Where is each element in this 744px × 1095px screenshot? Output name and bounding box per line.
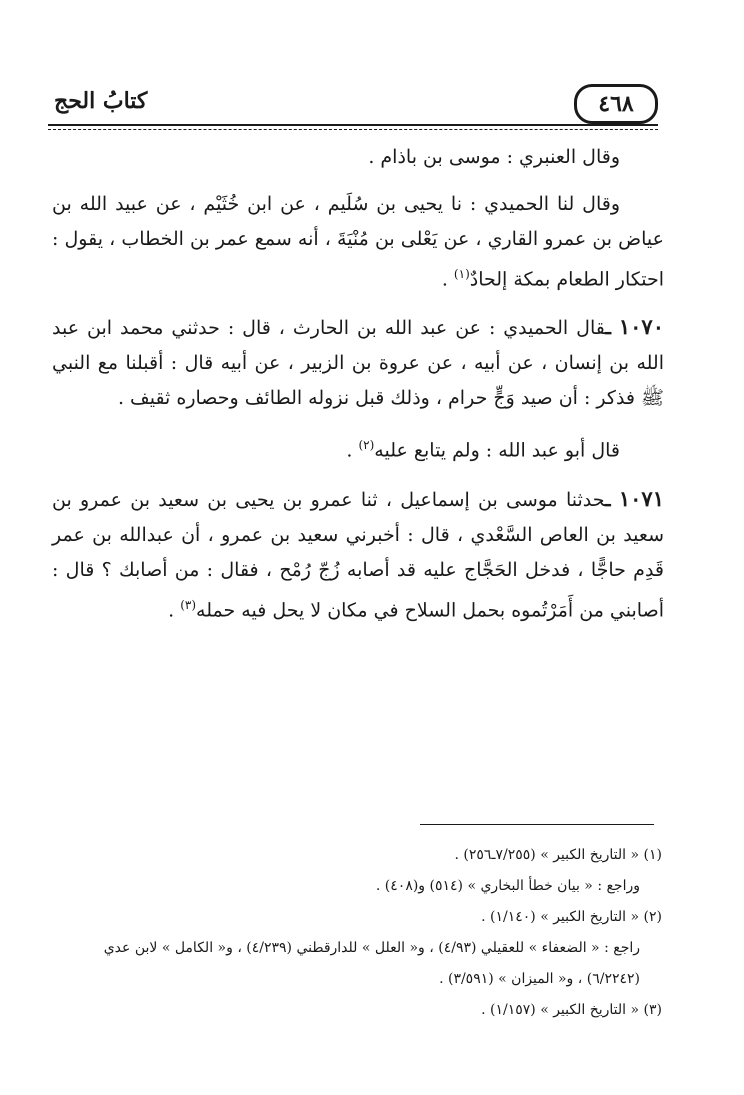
paragraph — [52, 187, 664, 297]
paragraph-text: وقال العنبري : موسى بن باذام . — [368, 146, 620, 168]
paragraph-text: قال الحميدي : عن عبد الله بن الحارث ، قال : حدثني محمد ابن عبد الله بن إنسان ، عن أبيه ، عن عروة بن الزبير ، عن أبيه قال : أقبلنا مع النبي ﷺ فذكر : أن صيد وَجٍّ حرام ، وذلك قبل نزوله الطائف وحصاره ثقيف . — [52, 317, 664, 410]
hadith-number: ١٠٧٠ — [618, 314, 664, 340]
paragraph-text: وقال لنا الحميدي : نا يحيى بن سُلَيم ، عن ابن خُثَيْم ، عن عبيد الله بن عياض بن عمرو القاري ، عن يَعْلى بن مُنْيَةَ ، أنه سمع عمر بن الخطاب ، يقول : احتكار الطعام بمكة إلحادٌ — [52, 193, 664, 291]
hadith-paragraph: ١٠٧٠ ـقال الحميدي : عن عبد الله بن الحارث ، قال : حدثني محمد ابن عبد الله بن إنسان ، عن أبيه ، عن عروة بن الزبير ، عن أبيه قال : أقبلنا مع النبي ﷺ فذكر : أن صيد وَجٍّ حرام ، وذلك قبل نزوله الطائف وحصاره ثقيف . — [52, 314, 664, 410]
paragraph — [52, 428, 664, 468]
hadith-paragraph: ١٠٧١ ـحدثنا موسى بن إسماعيل ، ثنا عمرو بن يحيى بن سعيد بن عمرو بن سعيد بن العاص السَّعْدي ، قال : أخبرني سعيد بن عمرو ، أن عبدالله بن عمر قَدِم حاجًّا ، فدخل الحَجَّاج عليه قد أصابه زُجّ رُمْح ، فقال : من أصابك ؟ قال : أصابني من أَمَرْتُموه بحمل السلاح في مكان لا يحل فيه حمله$^{(٣)}$ . — [52, 485, 664, 621]
footnotes — [52, 840, 662, 1026]
footnote-ref: (٣) — [180, 597, 197, 612]
footnote: راجع : « الضعفاء » للعقيلي (٤/٩٣) ، و« العلل » للدارقطني (٤/٢٣٩) ، و« الكامل » لابن عدي (٦/٢٢٤٢) ، و« الميزان » (٣/٥٩١) . — [103, 940, 640, 987]
header-dashed-rule — [48, 129, 658, 130]
end-dot: . — [168, 598, 175, 621]
footnote-ref: (١) — [453, 267, 470, 281]
footnote-separator — [420, 824, 654, 825]
footnote: (٢) « التاريخ الكبير » (١/١٤٠) . — [481, 909, 662, 925]
footnote: (١) « التاريخ الكبير » (٧/٢٥٥ـ٢٥٦) . — [454, 847, 662, 863]
hadith-number: ١٠٧١ — [618, 485, 664, 511]
footnote: (٣) « التاريخ الكبير » (١/١٥٧) . — [481, 1002, 662, 1018]
paragraph-text: قال أبو عبد الله : ولم يتابع عليه — [374, 439, 620, 462]
footnote: وراجع : « بيان خطأ البخاري » (٥١٤) و(٤٠٨) . — [375, 878, 640, 894]
main-text — [52, 140, 664, 628]
running-header — [48, 84, 658, 126]
header-rule — [48, 124, 658, 126]
end-dot: . — [441, 268, 448, 291]
page-number-badge — [574, 84, 658, 124]
end-dot: . — [346, 439, 353, 462]
footnote-ref: (٢) — [358, 438, 375, 453]
page-number: ٤٦٨ — [598, 91, 634, 117]
paragraph — [52, 140, 664, 175]
paragraph-text: حدثنا موسى بن إسماعيل ، ثنا عمرو بن يحيى بن سعيد بن عمرو بن سعيد بن العاص السَّعْدي ، قال : أخبرني سعيد بن عمرو ، أن عبدالله بن عمر قَدِم حاجًّا ، فدخل الحَجَّاج عليه قد أصابه زُجّ رُمْح ، فقال : من أصابك ؟ قال : أصابني من أَمَرْتُموه بحمل السلاح في مكان لا يحل فيه حمله — [52, 488, 664, 621]
book-title: كتابُ الحج — [54, 88, 148, 114]
